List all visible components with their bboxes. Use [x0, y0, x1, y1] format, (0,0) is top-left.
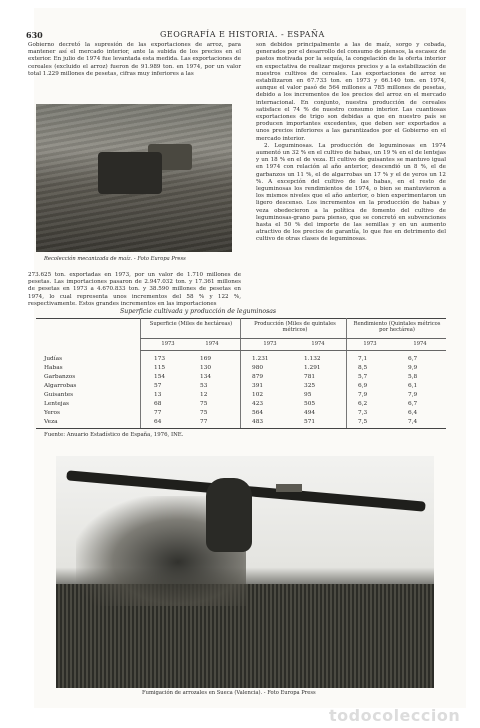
- watermark-logo: todocoleccion: [329, 706, 461, 725]
- table-row: [36, 410, 446, 418]
- cell: 64: [154, 419, 162, 425]
- cell: 6,7: [408, 401, 418, 407]
- cell: 564: [252, 410, 264, 416]
- cell: 494: [304, 410, 316, 416]
- table-header-produccion: Producción (Miles de quintales métricos): [254, 321, 336, 333]
- table-year: 1973: [363, 341, 377, 347]
- cell: 1.231: [252, 356, 269, 362]
- plane-fuselage: [206, 478, 252, 552]
- table-row: [36, 356, 446, 364]
- cell: 77: [200, 419, 208, 425]
- row-label: Yeros: [44, 410, 60, 416]
- cell: 781: [304, 374, 316, 380]
- right-paragraph-2: 2. Leguminosas. La producción de leguminosas en 1974 aumentó un 32 % en el cultivo de habas, un 19 % en el de lentejas y un 18 % en el de veza. El cultivo de guisantes se mantuvo igual en 1974 con relación al año anterior, descendió un 8 %, el de garbanzos un 11 %, el de algarrobas un 17 % y el de yeros un 12 %. A excepción del cultivo de las habas, en el resto de leguminosas los rendimientos de 1974, o bien se mantuvieron a los mismos niveles que el año anterior, o bien experimentaron un ligero descenso. Los incrementos en la producción de habas y veza obedecieron a la política de fomento del cultivo de leguminosas-grano para pienso, que se concretó en subvenciones hasta el 50 % del importe de las semillas y en un aumento atractivo de los precios de garantía, lo que fue en detrimento del cultivo de otras clases de leguminosas.: [256, 142, 446, 243]
- row-label: Guisantes: [44, 392, 74, 398]
- cell: 7,9: [408, 392, 418, 398]
- corn-harvest-photo: [36, 104, 232, 252]
- cell: 325: [304, 383, 316, 389]
- cell: 7,3: [358, 410, 368, 416]
- harvester-machine: [98, 152, 162, 194]
- cell: 6,1: [408, 383, 418, 389]
- table-row: [36, 419, 446, 427]
- right-column: [256, 42, 446, 244]
- table-year: 1973: [263, 341, 277, 347]
- cell: 12: [200, 392, 208, 398]
- cell: 505: [304, 401, 316, 407]
- table-year: 1974: [413, 341, 427, 347]
- cell: 9,9: [408, 365, 418, 371]
- table-year: 1974: [311, 341, 325, 347]
- cell: 57: [154, 383, 162, 389]
- photo2-caption: Fumigación de arrozales en Sueca (Valencia). - Foto Europa Press: [142, 690, 316, 696]
- cell: 5,8: [408, 374, 418, 380]
- cell: 75: [200, 401, 208, 407]
- cell: 6,2: [358, 401, 368, 407]
- table-years-rule: [140, 350, 446, 351]
- cell: 77: [154, 410, 162, 416]
- page-number: 630: [26, 30, 43, 40]
- row-label: Lentejas: [44, 401, 70, 407]
- cell: 391: [252, 383, 264, 389]
- table-row: [36, 365, 446, 373]
- cell: 6,4: [408, 410, 418, 416]
- row-label: Habas: [44, 365, 63, 371]
- photo1-caption: Recolección mecanizada de maíz. - Foto Europa Press: [44, 256, 186, 262]
- cell: 571: [304, 419, 316, 425]
- cell: 980: [252, 365, 264, 371]
- cell: 6,7: [408, 356, 418, 362]
- row-label: Veza: [44, 419, 58, 425]
- table-header-rule: [140, 338, 446, 339]
- cell: 102: [252, 392, 264, 398]
- table-row: [36, 374, 446, 382]
- cell: 6,9: [358, 383, 368, 389]
- cell: 115: [154, 365, 166, 371]
- cell: 8,5: [358, 365, 368, 371]
- cell: 134: [200, 374, 212, 380]
- row-label: Garbanzos: [44, 374, 76, 380]
- left-top-paragraph: Gobierno decretó la supresión de las exportaciones de arroz, para mantener así el mercado interior, ante la subida de los precios en el exterior. En julio de 1974 fue levantada esta medida. Las exportaciones de cereales (excluido el arroz) fueron de 91.989 ton. en 1974, por un valor total 1.229 millones de pesetas, cifras muy inferiores a las: [28, 42, 241, 77]
- cell: 1.291: [304, 365, 321, 371]
- cell: 1.132: [304, 356, 321, 362]
- cell: 483: [252, 419, 264, 425]
- cell: 53: [200, 383, 208, 389]
- left-column-bottom: [28, 272, 241, 308]
- table-row: [36, 401, 446, 409]
- table-bottom-rule: [36, 428, 446, 429]
- cell: 7,9: [358, 392, 368, 398]
- cell: 5,7: [358, 374, 368, 380]
- table-row: [36, 383, 446, 391]
- table-top-rule: [36, 318, 446, 319]
- cell: 95: [304, 392, 312, 398]
- cell: 169: [200, 356, 212, 362]
- cell: 13: [154, 392, 162, 398]
- row-label: Algarrobas: [44, 383, 77, 389]
- cell: 7,4: [408, 419, 418, 425]
- cell: 130: [200, 365, 212, 371]
- table-header-rendimiento: Rendimiento (Quintales métricos por hectárea): [353, 321, 441, 333]
- table-title: Superficie cultivada y producción de leguminosas: [120, 308, 277, 315]
- cell: 7,5: [358, 419, 368, 425]
- right-paragraph-1: son debidos principalmente a las de maíz, sorgo y cebada, generados por el desarrollo del consumo de piensos, la escasez de pastos motivada por la sequía, la congelación de la oferta interior en expectativa de realizar mejores precios y a la estabilización de nuestros cultivos de cereales. Las exportaciones de arroz se estabilizaron en 67.733 ton. en 1973 y 66.140 ton. en 1974, aunque el valor pasó de 564 millones a 785 millones de pesetas, debido a los incrementos de los precios del arroz en el mercado internacional. En conjunto, nuestra producción de cereales satisface el 74 % de nuestro consumo interior. Las cuantiosas exportaciones de trigo son debidas a que en nuestro país se producen importantes excedentes, que deben ser exportados a unos precios inferiores a las garantizados por el Gobierno en el mercado interior.: [256, 42, 446, 142]
- running-header: GEOGRAFÍA E HISTORIA. - ESPAÑA: [160, 30, 325, 39]
- cell: 68: [154, 401, 162, 407]
- crop-dusting-photo: [56, 456, 434, 688]
- table-year: 1973: [161, 341, 175, 347]
- left-bottom-paragraph: 273.625 ton. exportadas en 1973, por un valor de 1.710 millones de pesetas. Las importaciones pasaron de 2.947.032 ton. y 17.361 millones de pesetas en 1973 a 4.670.833 ton. y 38.590 millones de pesetas en 1974, lo cual representa unos incrementos del 58 % y 122 %, respectivamente. Estos grandes incrementos en las importaciones: [28, 272, 241, 307]
- table-source: Fuente: Anuario Estadístico de España, 1976, INE.: [44, 432, 184, 438]
- cell: 75: [200, 410, 208, 416]
- table-header-superficie: Superficie (Miles de hectáreas): [149, 321, 233, 327]
- table-year: 1974: [205, 341, 219, 347]
- left-column-top: [28, 42, 241, 78]
- cell: 7,1: [358, 356, 368, 362]
- table-row: [36, 392, 446, 400]
- row-label: Judías: [44, 356, 63, 362]
- cell: 173: [154, 356, 166, 362]
- cell: 879: [252, 374, 264, 380]
- plane-tail: [276, 484, 302, 492]
- cell: 154: [154, 374, 166, 380]
- cell: 423: [252, 401, 264, 407]
